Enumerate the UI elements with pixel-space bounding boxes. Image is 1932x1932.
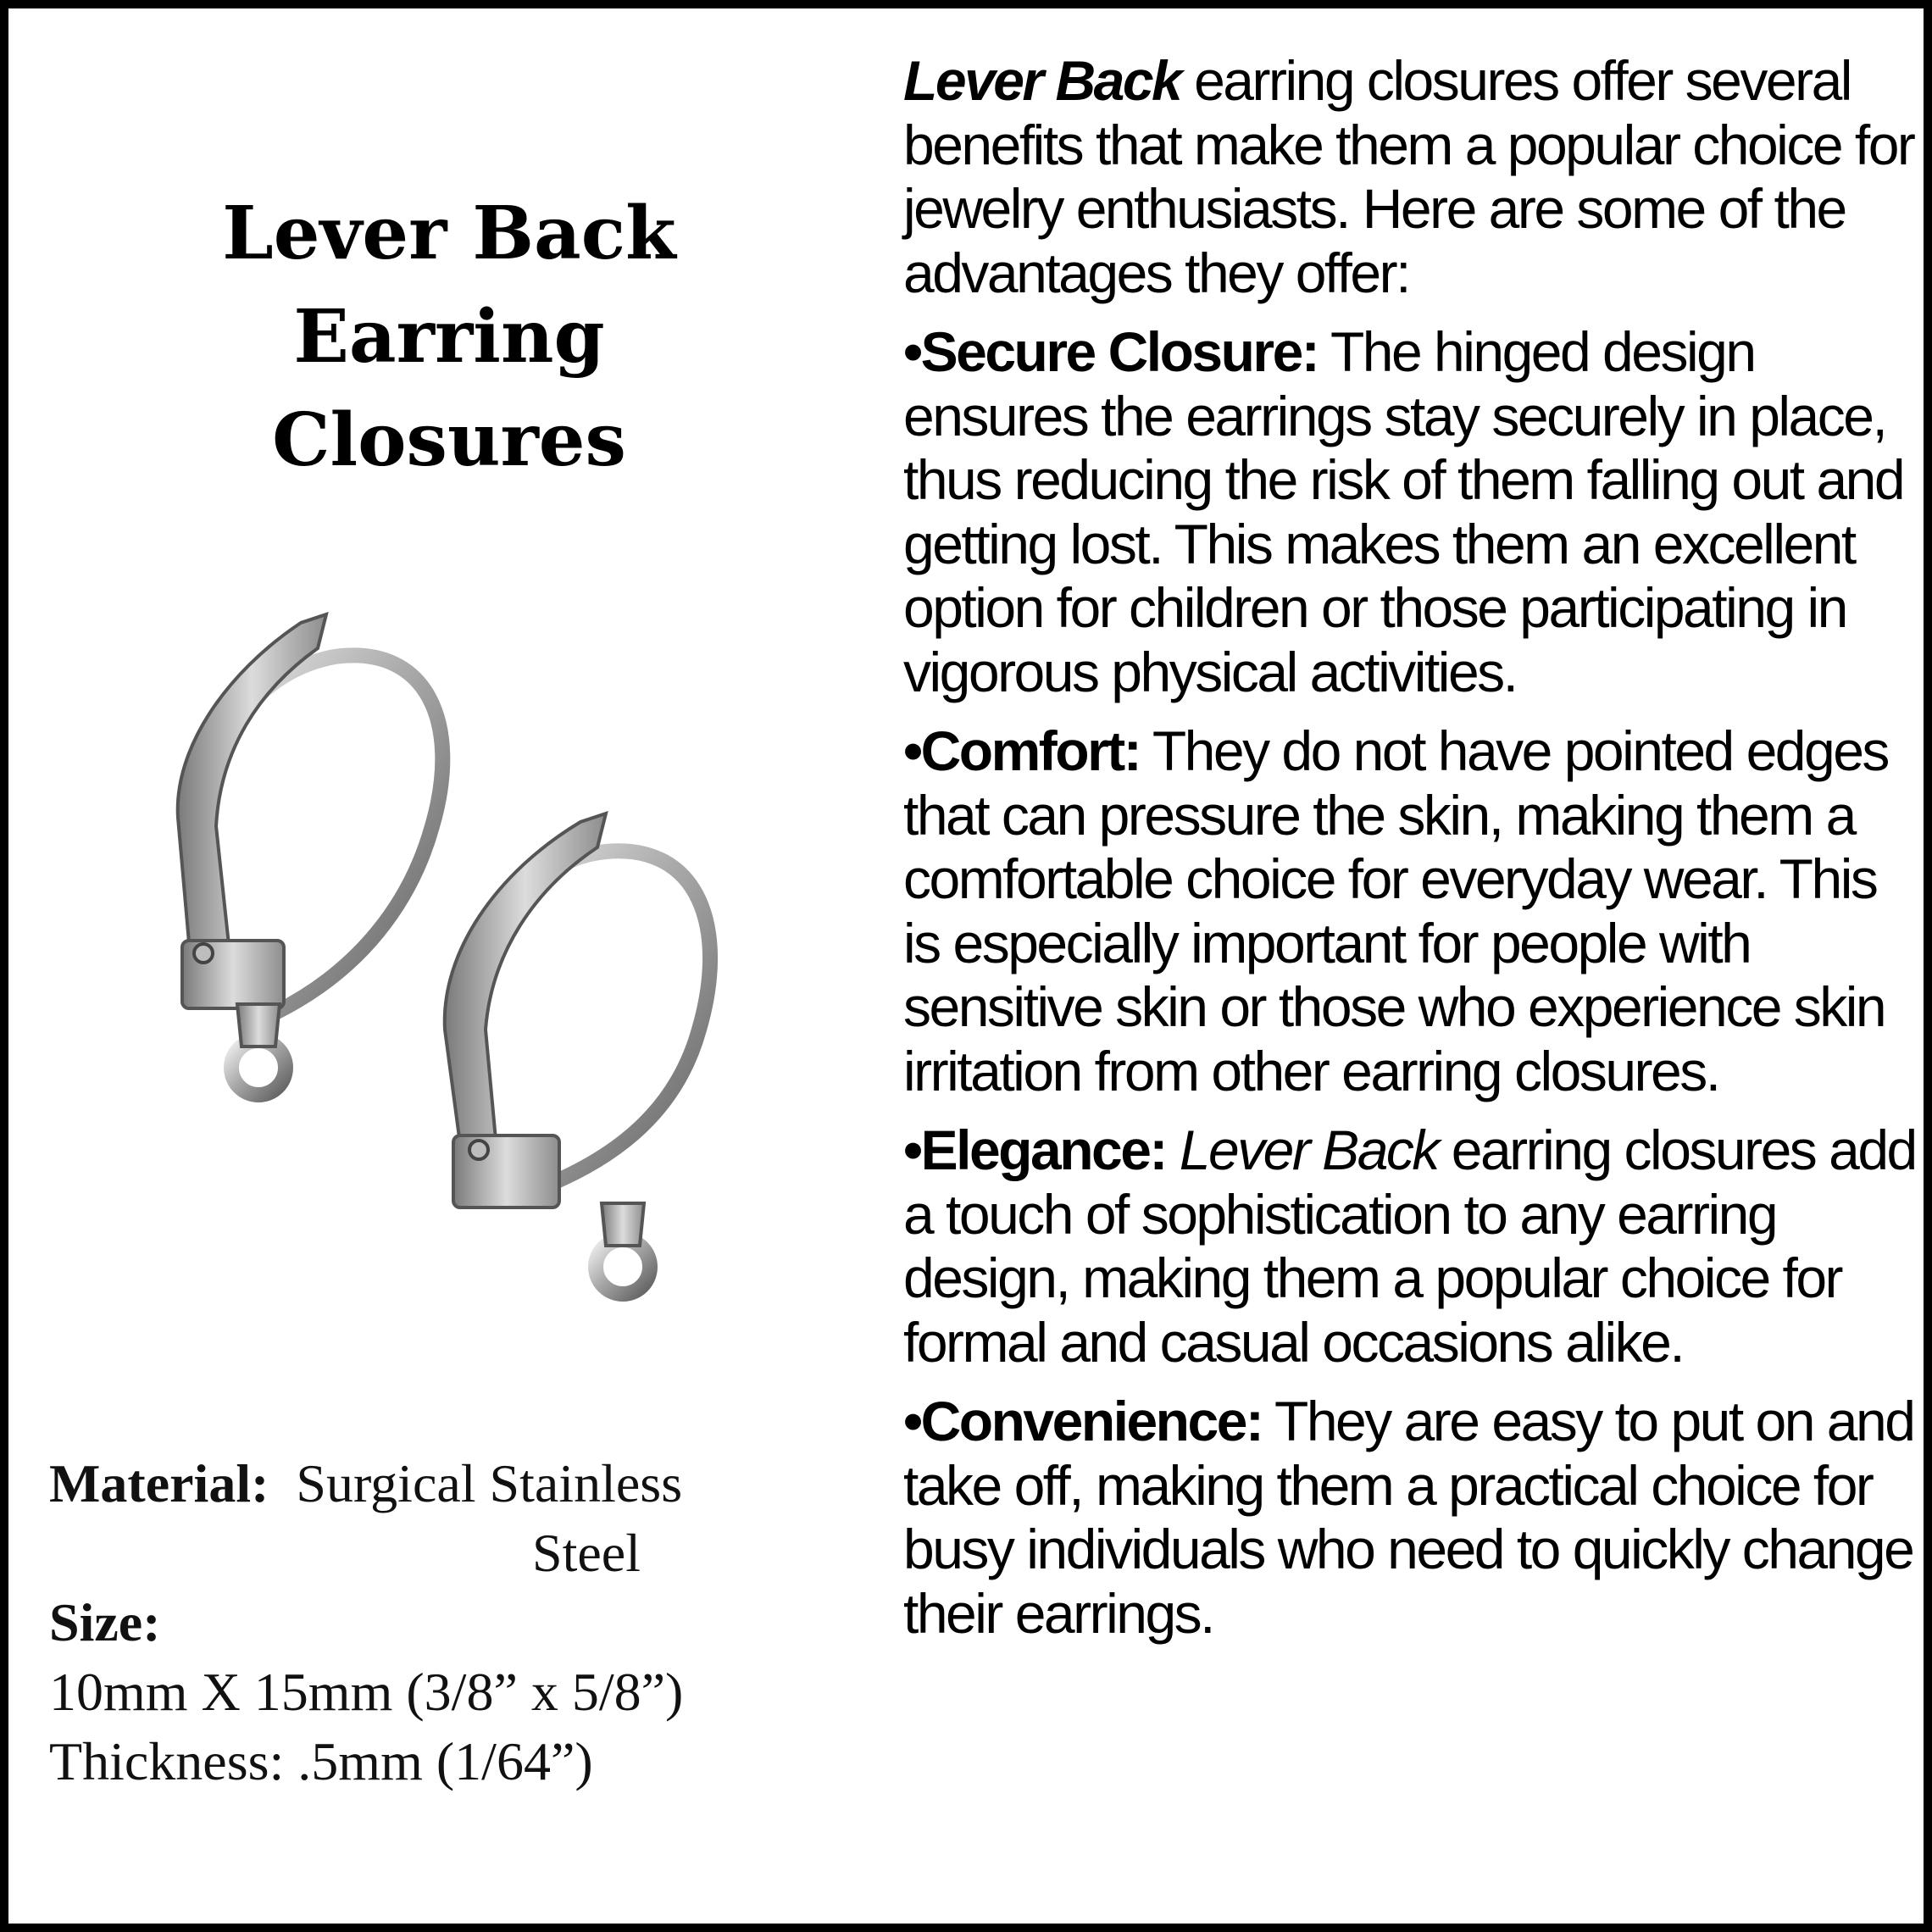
- earring-right-lever: [445, 813, 606, 1157]
- title-line-3: Closures: [272, 397, 626, 483]
- description: [903, 49, 1920, 1661]
- bullet-label: •Comfort:: [903, 719, 1141, 782]
- specifications: [49, 1449, 863, 1796]
- bullet-elegance: [903, 1119, 1920, 1374]
- title-line-1: Lever Back: [222, 191, 676, 276]
- earring-left-loop: [231, 1041, 286, 1095]
- earring-right-loop: [596, 1240, 650, 1294]
- bullet-convenience: [903, 1390, 1920, 1646]
- bullet-text: earring closures add a touch of sophistication to any earring design, making them a popular choice for formal and casual occasions alike.: [903, 1119, 1916, 1374]
- bullet-text: They are easy to put on and take off, making them a practical choice for busy individuals who need to quickly change their earrings.: [903, 1390, 1914, 1645]
- bullet-text: The hinged design ensures the earrings stay securely in place, thus reducing the risk of them falling out and getting lost. This makes them an excellent option for children or those participating in vigorous physical activities.: [903, 320, 1904, 703]
- size-value: 10mm X 15mm (3/8” x 5/8”): [49, 1662, 684, 1722]
- bullet-text: They do not have pointed edges that can pressure the skin, making them a comfortable choice for everyday wear. This is especially important for people with sensitive skin or those who experience skin irritation from other earring closures.: [903, 719, 1888, 1102]
- bullet-comfort: [903, 719, 1920, 1103]
- bullet-term: Lever Back: [1179, 1119, 1438, 1181]
- earring-right-screw: [469, 1141, 488, 1159]
- bullet-secure-closure: [903, 320, 1920, 704]
- material-label: Material:: [49, 1453, 269, 1513]
- bullet-label: •Secure Closure:: [903, 320, 1319, 383]
- thickness-value: Thickness: .5mm (1/64”): [49, 1731, 593, 1791]
- earrings-image: [80, 606, 843, 1385]
- intro-text: earring closures offer several benefits that make them a popular choice for jewelry enthusiasts. Here are some of the advantages they offer:: [903, 49, 1914, 304]
- material-row: [49, 1449, 863, 1518]
- earring-right: [445, 813, 710, 1294]
- material-value: Surgical Stainless: [296, 1453, 683, 1513]
- page-title: [34, 182, 864, 492]
- size-label: Size:: [49, 1592, 161, 1652]
- intro-term: Lever Back: [903, 49, 1181, 112]
- earring-left: [178, 614, 443, 1095]
- material-value-continued: Steel: [532, 1523, 641, 1583]
- title-line-2: Earring: [293, 294, 605, 380]
- bullet-label: •Convenience:: [903, 1390, 1263, 1452]
- earring-left-screw: [194, 944, 213, 963]
- intro-paragraph: [903, 49, 1920, 305]
- bullet-label: •Elegance:: [903, 1119, 1166, 1181]
